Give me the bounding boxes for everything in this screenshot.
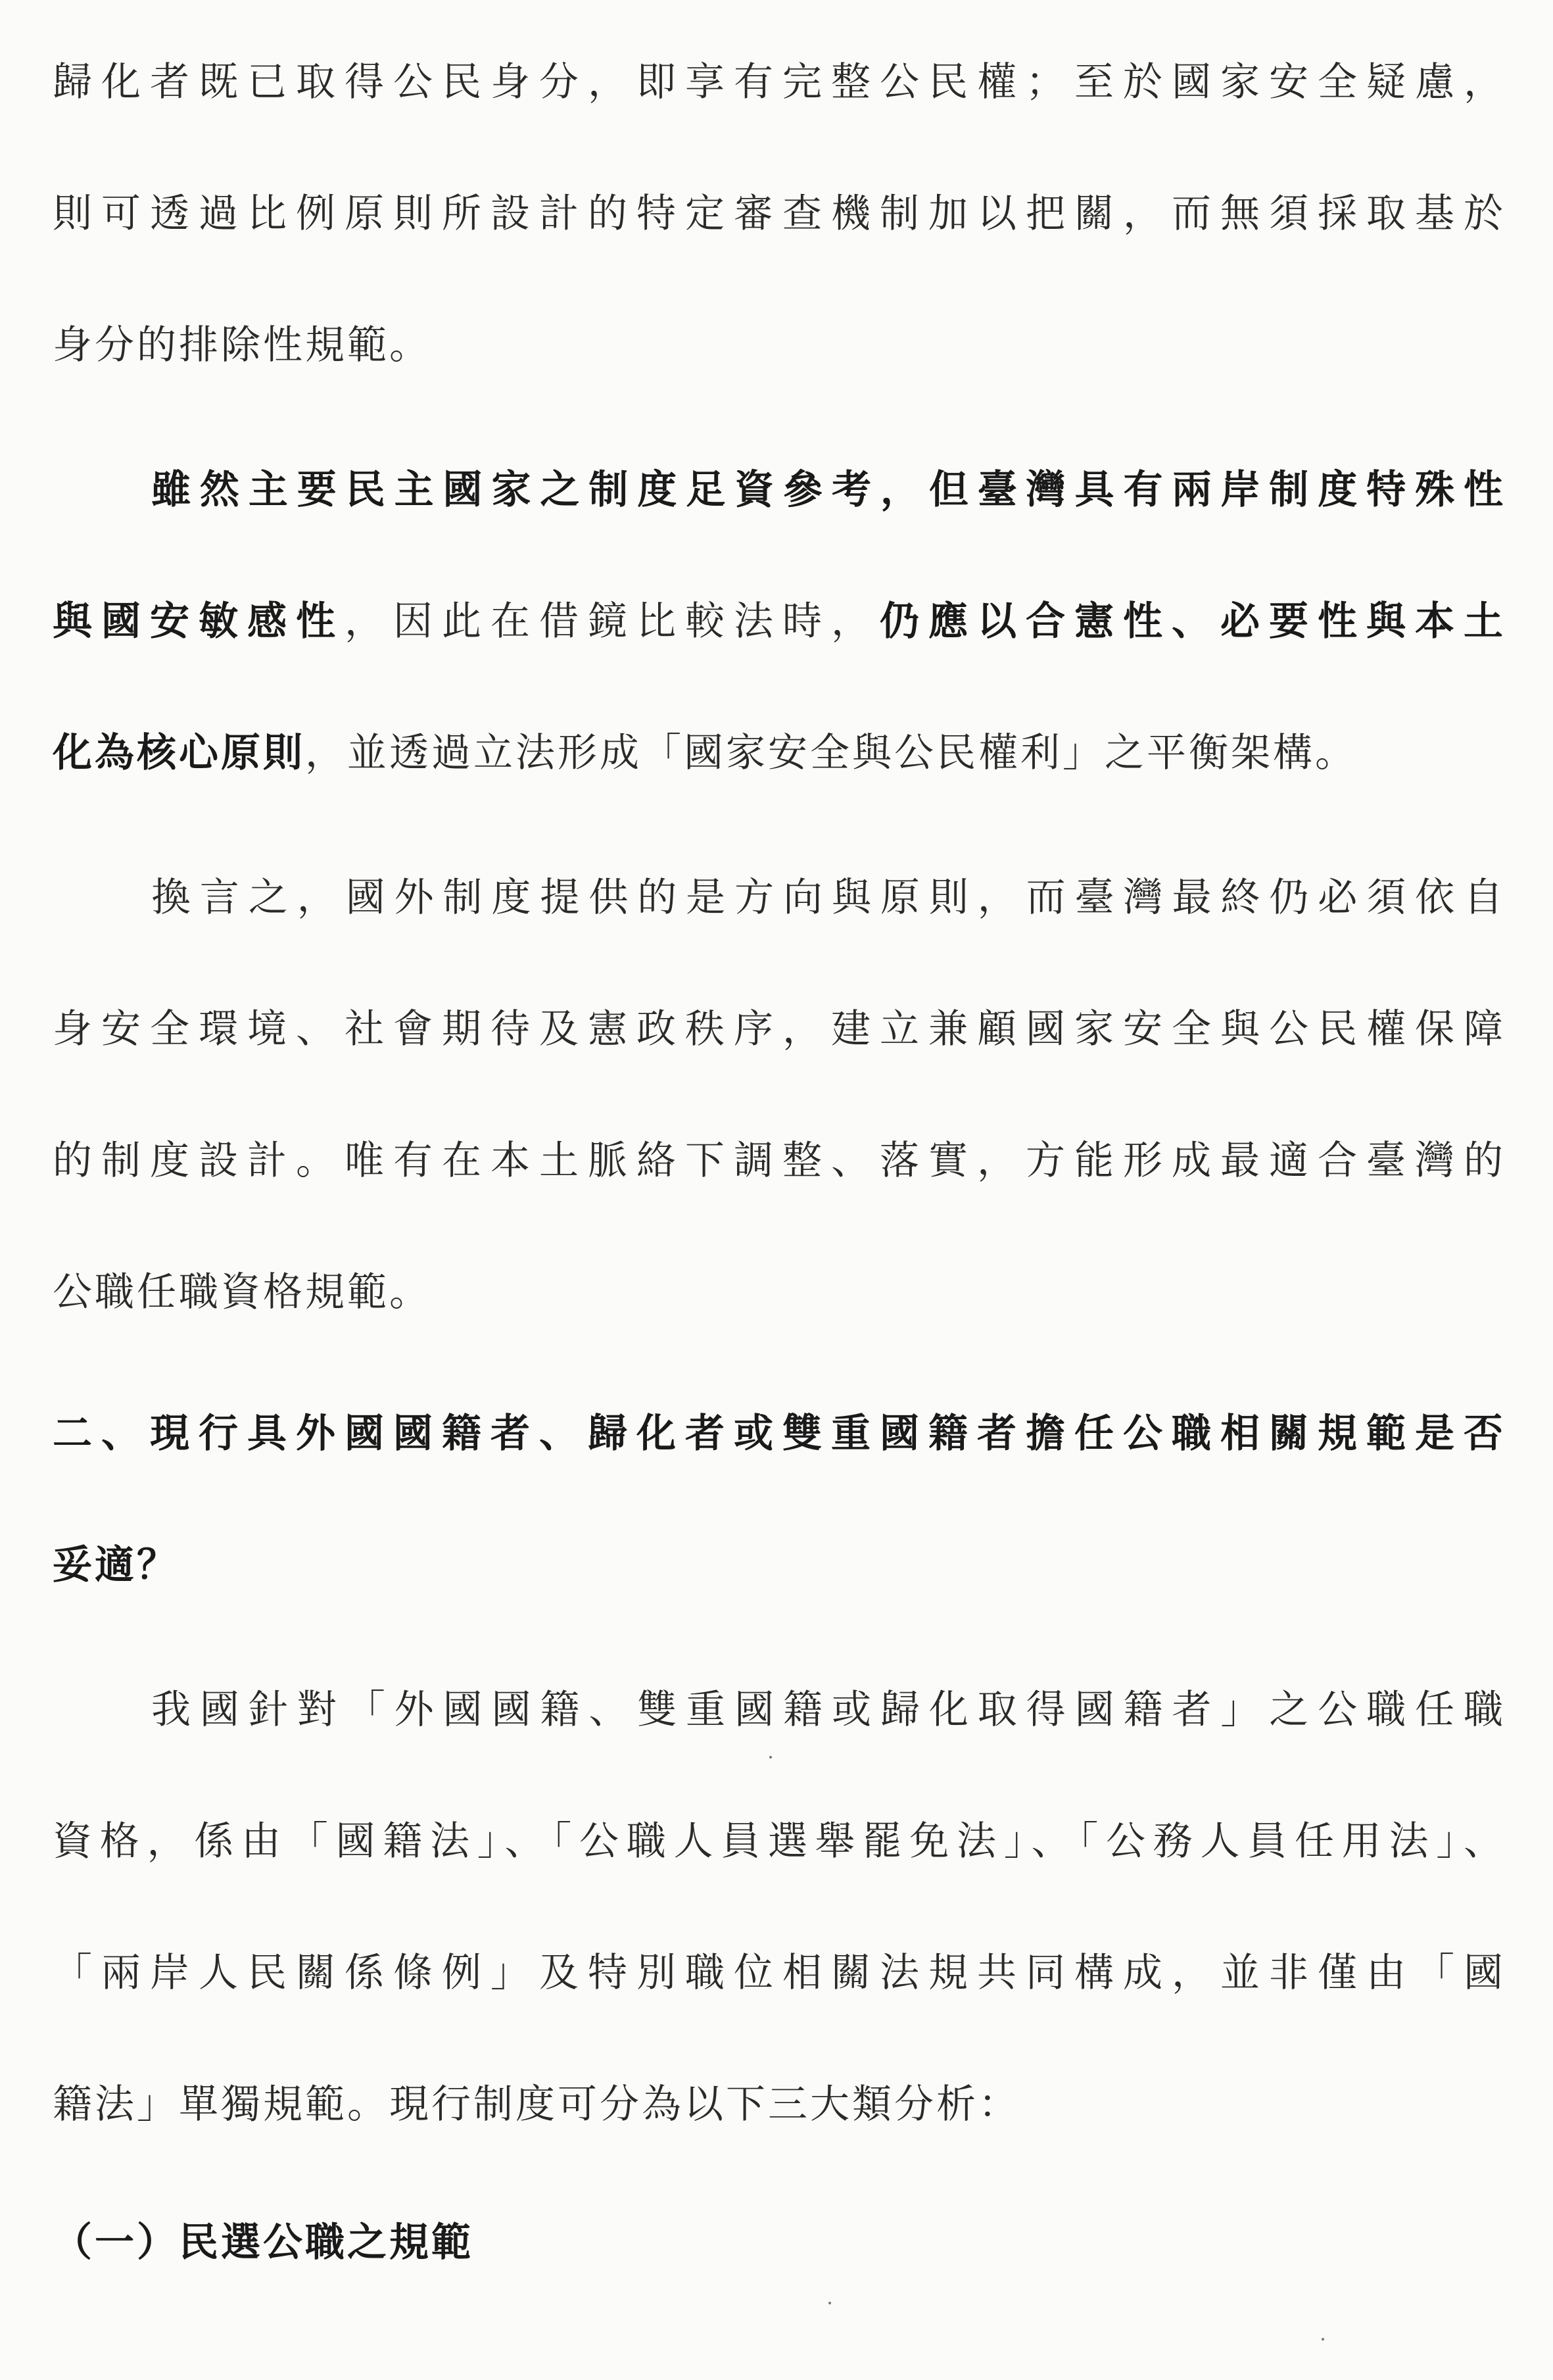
paragraph4-line1: 我國針對「外國國籍、雙重國籍或歸化取得國籍者」之公職任職 [151,1687,1506,1733]
paragraph1-line1: 歸化者既已取得公民身分，即享有完整公民權；至於國家安全疑慮， [53,59,1506,105]
paragraph2-line2 [53,595,1506,648]
scan-speck [1322,2338,1324,2341]
scan-speck [769,1756,772,1759]
paragraph2-line2-bold-a: 與國安敏感性 [53,598,345,644]
paragraph3-line2: 身安全環境、社會期待及憲政秩序，建立兼顧國家安全與公民權保障 [53,1006,1506,1052]
paragraph2-line3-normal: ，並透過立法形成「國家安全與公民權利」之平衡架構。 [305,730,1357,776]
paragraph3-line4: 公職任職資格規範。 [53,1269,431,1315]
paragraph4-line3: 「兩岸人民關係條例」及特別職位相關法規共同構成，並非僅由「國 [53,1950,1506,1996]
subsection1-heading: （一）民選公職之規範 [53,2220,473,2266]
paragraph2-line3-bold: 化為核心原則 [53,730,305,776]
scan-speck [828,2302,831,2304]
paragraph2-line3 [53,727,1506,779]
paragraph2-line2-normal: ，因此在借鏡比較法時， [345,598,880,644]
paragraph1-line2: 則可透過比例原則所設計的特定審查機制加以把關，而無須採取基於 [53,191,1506,237]
paragraph4-line2: 資格，係由「國籍法」、「公職人員選舉罷免法」、「公務人員任用法」、 [53,1818,1506,1864]
section2-heading-line1: 二、現行具外國國籍者、歸化者或雙重國籍者擔任公職相關規範是否 [53,1411,1506,1457]
paragraph3-line1: 換言之，國外制度提供的是方向與原則，而臺灣最終仍必須依自 [151,875,1506,921]
paragraph3-line3: 的制度設計。唯有在本土脈絡下調整、落實，方能形成最適合臺灣的 [53,1138,1506,1184]
paragraph2-line2-bold-b: 仍應以合憲性、必要性與本土 [880,598,1506,644]
section2-heading-line2: 妥適？ [53,1542,179,1588]
paragraph1-line3: 身分的排除性規範。 [53,322,431,368]
paragraph2-line1: 雖然主要民主國家之制度足資參考，但臺灣具有兩岸制度特殊性 [151,467,1506,513]
paragraph4-line4: 籍法」單獨規範。現行制度可分為以下三大類分析： [53,2081,1020,2127]
